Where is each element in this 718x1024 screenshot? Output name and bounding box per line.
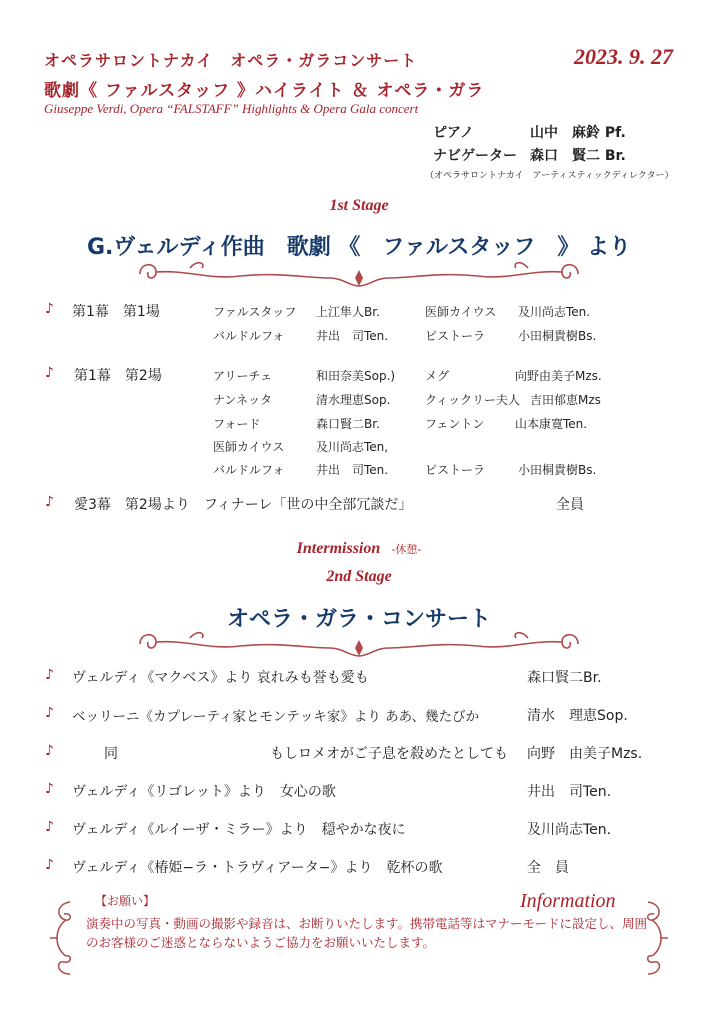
information-title: Information [520,890,616,912]
gala-item-performer: 全 員 [527,860,569,876]
cast-singer: 森口賢二Br. [316,417,380,431]
intermission [0,538,718,558]
program-title: 歌劇《 ファルスタッフ 》ハイライト ＆ オペラ・ガラ [44,81,485,101]
cast-singer: 及川尚志Ten, [316,440,389,454]
concert-date: 2023. 9. 27 [574,44,673,69]
note-icon: ♪ [45,819,54,835]
stage1-title: G.ヴェルディ作曲 歌劇 《 ファルスタッフ 》 より [87,235,631,260]
cast-singer: 井出 司Ten. [316,463,389,477]
cast-singer: 小田桐貴樹Bs. [518,463,597,477]
ornament-left-bracket [44,898,78,978]
cast-role: 医師カイウス [425,305,497,319]
note-icon: ♪ [45,743,54,759]
note-icon: ♪ [45,301,54,317]
stage1-finale-performer: 全員 [556,497,584,513]
cast-singer: 清水理恵Sop. [316,393,391,407]
gala-item-title: ヴェルディ《マクベス》より 哀れみも誉も愛も [72,670,369,686]
cast-role: ナンネッタ [213,393,273,407]
cast-role: フォード [213,417,261,431]
cast-singer: 山本康寛Ten. [515,417,588,431]
cast-role: クィックリー夫人 [425,393,521,407]
cast-role: バルドルフォ [213,463,285,477]
ornament-divider-stage1 [130,256,588,290]
stage1-scene2-title: 第1幕 第2場 [74,368,162,384]
stage1-finale-title: 愛3幕 第2場より フィナーレ「世の中全部冗談だ」 [74,497,413,513]
cast-role: アリーチェ [213,369,273,383]
gala-item-aria: もしロメオがご子息を殺めたとしても [270,746,508,762]
cast-role: ピストーラ [425,329,486,343]
gala-item-performer: 及川尚志Ten. [527,822,612,838]
cast-role: ピストーラ [425,463,486,477]
gala-item-performer: 向野 由美子Mzs. [527,746,643,762]
note-icon: ♪ [45,365,54,381]
note-icon: ♪ [45,781,54,797]
gala-item-performer: 森口賢二Br. [527,670,602,686]
note-icon: ♪ [45,667,54,683]
cast-role: メグ [425,369,450,383]
gala-item-performer: 清水 理恵Sop. [527,708,628,724]
stage1-label: 1st Stage [329,197,389,214]
cast-role: 医師カイウス [213,440,285,454]
note-icon: ♪ [45,705,54,721]
ornament-divider-stage2 [130,626,588,660]
gala-item-title: ベッリーニ《カプレーティ家とモンテッキ家》より ああ、幾たびか [72,709,480,725]
program-subtitle-english: Giuseppe Verdi, Opera “FALSTAFF” Highlights & Opera Gala concert [44,101,419,116]
intermission-jp: -休憩- [391,543,422,556]
concert-series-title: オペラサロントナカイ オペラ・ガラコンサート [44,51,418,70]
cast-singer: 上江隼人Br. [316,305,380,319]
cast-singer: 向野由美子Mzs. [515,369,602,383]
performer-role-piano: ピアノ [433,125,474,141]
gala-item-title: 同 [104,746,118,762]
performer-affiliation-note: （オペラサロントナカイ アーティスティックディレクター） [425,171,674,181]
intermission-label: Intermission [296,540,381,557]
cast-role: ファルスタッフ [213,305,297,319]
information-text: 演奏中の写真・動画の撮影や録音は、お断りいたします。携帯電話等はマナーモードに設定し、周囲のお客様のご迷惑とならないようご協力をお願いいたします。 [86,916,648,950]
gala-item-title: ヴェルディ《リゴレット》より 女心の歌 [72,784,336,800]
performer-name-piano: 山中 麻鈴 Pf. [530,125,626,141]
performer-name-navigator: 森口 賢二 Br. [530,148,626,164]
cast-singer: 和田奈美Sop.) [316,369,396,383]
gala-item-title: ヴェルディ《椿姫−ラ・トラヴィアータ−》より 乾杯の歌 [72,860,443,876]
gala-item-title: ヴェルディ《ルイーザ・ミラー》より 穏やかな夜に [72,822,406,838]
cast-singer: 吉田郁恵Mzs [530,393,601,407]
cast-singer: 小田桐貴樹Bs. [518,329,597,343]
stage2-label: 2nd Stage [326,568,392,585]
cast-role: フェントン [425,417,485,431]
cast-singer: 及川尚志Ten. [518,305,591,319]
note-icon: ♪ [45,857,54,873]
gala-item-performer: 井出 司Ten. [527,784,612,800]
note-icon: ♪ [45,494,54,510]
cast-role: バルドルフォ [213,329,285,343]
cast-singer: 井出 司Ten. [316,329,389,343]
stage1-scene1-title: 第1幕 第1場 [72,304,160,320]
performer-role-navigator: ナビゲーター [433,148,517,164]
stage2-title: オペラ・ガラ・コンサート [226,607,491,632]
request-label: 【お願い】 [95,894,156,908]
